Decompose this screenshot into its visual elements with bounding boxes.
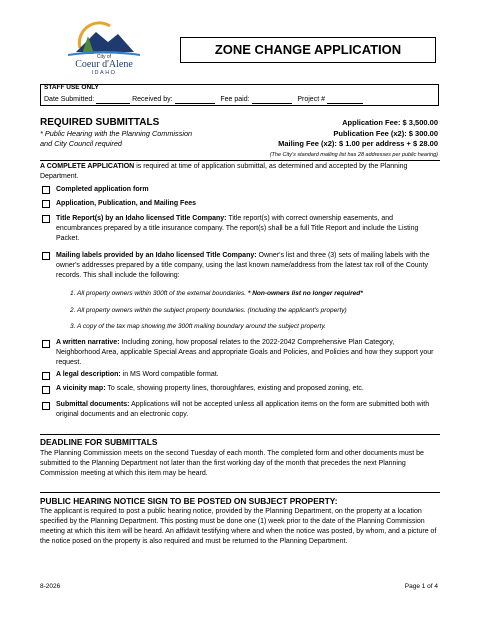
item-submittal-documents [56, 400, 440, 420]
vicinity-map-heading: A vicinity map: [56, 385, 106, 392]
received-by-label: Received by: [132, 96, 173, 103]
received-by-field[interactable] [175, 96, 215, 104]
mailing-labels-heading: Mailing labels provided by an Idaho licensed Title Company: [56, 252, 257, 259]
checkbox-legal-description[interactable] [42, 372, 50, 380]
mailing-fee: Mailing Fee (x2): $ 1.00 per address + $ 28.00 [278, 139, 438, 148]
item-application-form: Completed application form [56, 186, 149, 193]
checkbox-title-report[interactable] [42, 215, 50, 223]
item-written-narrative [56, 338, 440, 368]
divider [40, 492, 440, 493]
item-vicinity-map [56, 384, 441, 394]
public-hearing-note [40, 129, 192, 149]
divider [40, 434, 440, 435]
date-submitted-label: Date Submitted: [44, 96, 95, 103]
sub-item-3: 3. A copy of the tax map showing the 300ft mailing boundary around the subject property. [70, 323, 326, 330]
public-hearing-note-line1: * Public Hearing with the Planning Commission [40, 129, 193, 138]
deadline-heading: DEADLINE FOR SUBMITTALS [40, 437, 158, 447]
sub-item-1-text: 1. All property owners within 300ft of the external boundaries. [70, 290, 248, 297]
sub-item-2: 2. All property owners within the subject property boundaries. (Including the applicant's property) [70, 307, 347, 314]
logo-state-label: IDAHO [91, 70, 117, 76]
mailing-fee-note: (The City's standard mailing list has 28 addresses per public hearing) [269, 151, 438, 158]
fee-paid-field[interactable] [252, 96, 292, 104]
project-number-label: Project # [297, 96, 325, 103]
item-title-report [56, 214, 440, 244]
checkbox-submittal-documents[interactable] [42, 402, 50, 410]
complete-application-text [40, 162, 440, 182]
legal-description-heading: A legal description: [56, 371, 121, 378]
logo-city-label: City of [96, 54, 112, 60]
checkbox-mailing-labels[interactable] [42, 252, 50, 260]
vicinity-map-body: To scale, showing property lines, thoroughfares, existing and proposed zoning, etc. [105, 385, 364, 392]
sub-item-1 [70, 289, 440, 299]
item-legal-description [56, 370, 441, 380]
complete-application-lead: A COMPLETE APPLICATION [40, 163, 135, 170]
notice-text: The applicant is required to post a public hearing notice, provided by the Planning Department, on the property at a location specified by the Planning Department. This posting must be done one (1) week prior to the date of the Planning Commission meeting at which this item will be heard. An affidavit testifying where and when the notice was posted, by whom, and a picture of the notice posed on the property is also required and must be returned to the Planning Department. [40, 508, 437, 545]
fee-list [270, 118, 438, 160]
written-narrative-heading: A written narrative: [56, 339, 120, 346]
written-narrative-body: Including zoning, how proposal relates to the 2022-2042 Comprehensive Plan Category, Neighborhood Area, applicable Special Areas and appropriate Goals and Policies, and Policies and how they support your request. [56, 339, 434, 366]
checkbox-vicinity-map[interactable] [42, 386, 50, 394]
item-fees: Application, Publication, and Mailing Fees [56, 200, 197, 207]
complete-application-body: is required at time of application submittal, as determined and accepted by the Planning Department. [40, 163, 408, 180]
public-hearing-note-line2: and City Council required [40, 139, 122, 148]
publication-fee: Publication Fee (x2): $ 300.00 [333, 128, 438, 138]
checkbox-written-narrative[interactable] [42, 340, 50, 348]
staff-use-fields [44, 95, 363, 104]
mailing-labels-body: Owner's list and three (3) sets of mailing labels with the owner's addresses prepared by a title company, using the last known name/address from the latest tax roll of the County records. This shall include the following: [56, 252, 430, 279]
notice-heading: PUBLIC HEARING NOTICE SIGN TO BE POSTED ON SUBJECT PROPERTY: [40, 496, 338, 506]
checkbox-application-form[interactable] [42, 186, 50, 194]
title-report-heading: Title Report(s) by an Idaho licensed Title Company: [56, 215, 227, 222]
legal-description-body: in MS Word compatible format. [120, 371, 219, 378]
submittal-documents-heading: Submittal documents: [56, 401, 130, 408]
checkbox-fees[interactable] [42, 200, 50, 208]
divider [40, 160, 440, 161]
submittal-documents-body: Applications will not be accepted unless all application items on the form are submitted both with original documents and an electronic copy. [56, 401, 430, 418]
fee-paid-label: Fee paid: [220, 96, 250, 103]
page-title: ZONE CHANGE APPLICATION [180, 37, 436, 63]
staff-use-heading: STAFF USE ONLY [44, 84, 99, 91]
date-submitted-field[interactable] [96, 96, 130, 104]
deadline-text: The Planning Commission meets on the second Tuesday of each month. The completed form and other documents must be submitted to the Planning Department not later than the first working day of the month that precedes the next Planning Commission meeting at which this item may be heard. [40, 450, 424, 477]
project-number-field[interactable] [327, 96, 363, 104]
title-report-body: Title report(s) with correct ownership easements, and encumbrances prepared by a title insurance company. The report(s) shall be a full Title Report and include the Listing Packet. [56, 215, 419, 242]
application-fee: Application Fee: $ 3,500.00 [342, 118, 438, 127]
form-version: 8-2026 [40, 583, 61, 590]
logo-city-name: Coeur d'Alene [75, 59, 133, 70]
item-mailing-labels [56, 251, 440, 281]
page-number: Page 1 of 4 [404, 583, 438, 590]
sub-item-1-emphasis: * Non-owners list no longer required* [247, 290, 363, 297]
required-submittals-heading: REQUIRED SUBMITTALS [40, 117, 160, 128]
